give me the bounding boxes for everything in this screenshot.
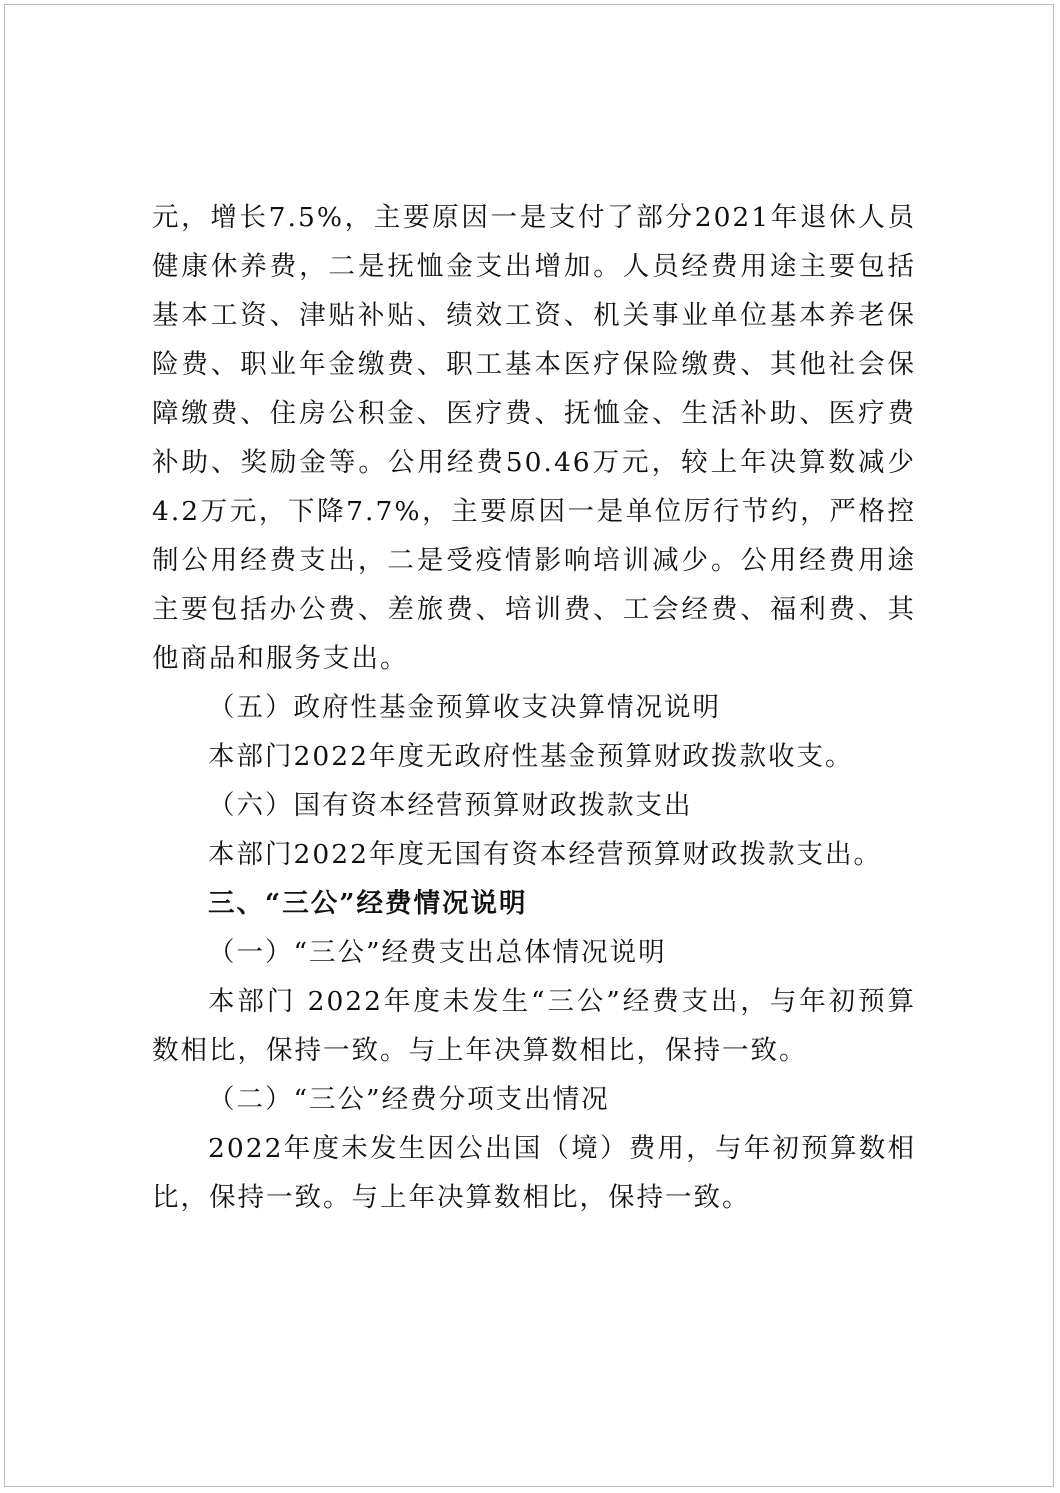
heading-state-capital-budget: （六）国有资本经营预算财政拨款支出 — [208, 790, 693, 821]
paragraph-government-fund-budget: 本部门2022年度无政府性基金预算财政拨款收支。 — [208, 741, 854, 772]
paragraph-three-public-overall: 本部门 2022年度未发生“三公”经费支出，与年初预算数相比，保持一致。与上年决算数相比，保持一致。 — [152, 986, 916, 1066]
heading-three-public-expenses: 三、“三公”经费情况说明 — [208, 888, 528, 919]
heading-three-public-overall: （一）“三公”经费支出总体情况说明 — [208, 937, 667, 968]
paragraph-personnel-public-expenses: 元，增长7.5%，主要原因一是支付了部分2021年退休人员健康休养费，二是抚恤金支出增加。人员经费用途主要包括基本工资、津贴补贴、绩效工资、机关事业单位基本养老保险费、职业年金缴费、职工基本医疗保险缴费、其他社会保障缴费、住房公积金、医疗费、抚恤金、生活补助、医疗费补助、奖励金等。公用经费50.46万元，较上年决算数减少4.2万元，下降7.7%，主要原因一是单位厉行节约，严格控制公用经费支出，二是受疫情影响培训减少。公用经费用途主要包括办公费、差旅费、培训费、工会经费、福利费、其他商品和服务支出。 — [152, 202, 916, 674]
heading-government-fund-budget: （五）政府性基金预算收支决算情况说明 — [208, 692, 721, 723]
heading-three-public-itemized: （二）“三公”经费分项支出情况 — [208, 1084, 610, 1115]
paragraph-state-capital-budget: 本部门2022年度无国有资本经营预算财政拨款支出。 — [208, 839, 882, 870]
document-body — [152, 193, 916, 1222]
paragraph-three-public-itemized: 2022年度未发生因公出国（境）费用，与年初预算数相比，保持一致。与上年决算数相比，保持一致。 — [152, 1133, 916, 1213]
